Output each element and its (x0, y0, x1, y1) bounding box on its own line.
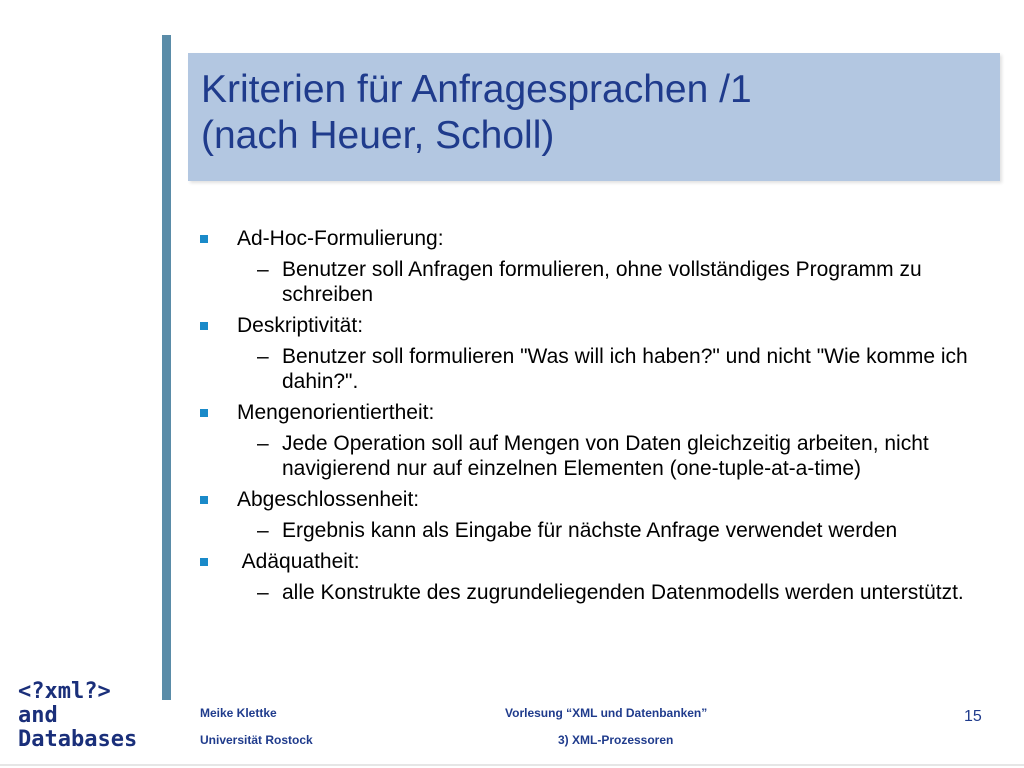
square-bullet-icon (200, 409, 208, 417)
sub-item (237, 257, 996, 307)
dash-icon: – (257, 345, 269, 368)
list-item (196, 549, 996, 605)
list-item (196, 226, 996, 307)
slide-title-line-2: (nach Heuer, Scholl) (201, 114, 555, 157)
footer-lecture: Vorlesung “XML und Datenbanken” (505, 706, 708, 720)
title-box (188, 53, 1000, 181)
sub-item-text: Benutzer soll Anfragen formulieren, ohne vollständiges Programm zu schreiben (282, 258, 922, 306)
item-label: Mengenorientiertheit: (237, 401, 435, 424)
sub-item-text: Ergebnis kann als Eingabe für nächste Anfrage verwendet werden (282, 519, 898, 542)
square-bullet-icon (200, 235, 208, 243)
slide-title-line-1: Kriterien für Anfragesprachen /1 (201, 68, 752, 111)
item-label: Deskriptivität: (237, 314, 364, 337)
sub-item-text: Benutzer soll formulieren "Was will ich haben?" und nicht "Wie komme ich dahin?". (282, 345, 968, 393)
dash-icon: – (257, 432, 269, 455)
sub-item-text: alle Konstrukte des zugrundeliegenden Datenmodells werden unterstützt. (282, 581, 964, 604)
item-label: Adäquatheit: (237, 550, 360, 573)
dash-icon: – (257, 519, 269, 542)
footer-chapter: 3) XML-Prozessoren (558, 733, 674, 747)
list-item (196, 487, 996, 543)
logo-line-1: <?xml?> (18, 679, 111, 704)
dash-icon: – (257, 581, 269, 604)
sub-item (237, 431, 996, 481)
sub-item (237, 580, 996, 605)
square-bullet-icon (200, 322, 208, 330)
bottom-divider (0, 764, 1024, 766)
square-bullet-icon (200, 558, 208, 566)
sub-item (237, 344, 996, 394)
list-item (196, 400, 996, 481)
sub-item-text: Jede Operation soll auf Mengen von Daten gleichzeitig arbeiten, nicht navigierend nur auf einzelnen Elementen (one-tuple-at-a-time) (282, 432, 929, 480)
left-accent-bar (162, 35, 171, 700)
logo-line-3: Databases (18, 727, 138, 752)
sub-item (237, 518, 996, 543)
item-label: Abgeschlossenheit: (237, 488, 420, 511)
dash-icon: – (257, 258, 269, 281)
square-bullet-icon (200, 496, 208, 504)
item-label: Ad-Hoc-Formulierung: (237, 227, 444, 250)
logo-line-2: and (18, 703, 58, 728)
xml-databases-logo (18, 680, 137, 752)
footer-university: Universität Rostock (200, 733, 313, 747)
page-number: 15 (964, 708, 982, 725)
footer-author: Meike Klettke (200, 706, 277, 720)
list-item (196, 313, 996, 394)
slide-content (196, 226, 996, 611)
